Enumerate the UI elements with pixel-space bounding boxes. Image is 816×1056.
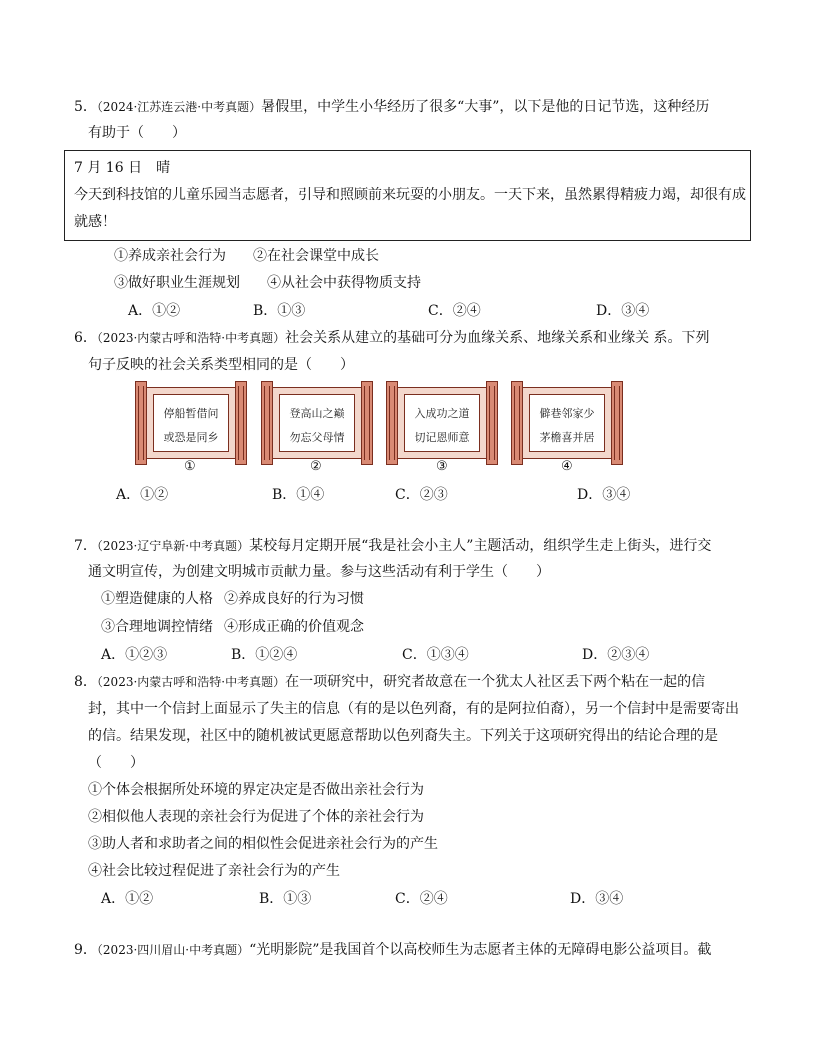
q8-stem-4: （ ） <box>88 755 144 771</box>
q7-line-1 <box>74 535 711 555</box>
q5-stem: 暑假里，中学生小华经历了很多“大事”，以下是他的日记节选，这种经历 <box>261 99 710 115</box>
scroll-3-line-1: 入成功之道 <box>414 407 470 420</box>
q9-source: （2023·四川眉山·中考真题） <box>96 943 250 957</box>
q8-choice-d[interactable]: D．③④ <box>570 891 624 907</box>
q6-line-1 <box>74 327 710 347</box>
q5-option-3: ③做好职业生涯规划 <box>114 275 240 291</box>
scroll-1-line-1: 停船暂借问 <box>163 407 219 420</box>
q8-option-4: ④社会比较过程促进了亲社会行为的产生 <box>88 863 340 879</box>
q8-option-3: ③助人者和求助者之间的相似性会促进亲社会行为的产生 <box>88 836 438 852</box>
q8-option-2: ②相似他人表现的亲社会行为促进了个体的亲社会行为 <box>88 809 424 825</box>
q7-choice-c[interactable]: C．①③④ <box>402 647 469 663</box>
q5-option-1: ①养成亲社会行为 <box>114 248 226 264</box>
scroll-1-number: ① <box>184 459 196 474</box>
q7-stem: 某校每月定期开展“我是社会小主人”主题活动，组织学生走上街头，进行交 <box>249 538 712 554</box>
scroll-1 <box>135 381 247 465</box>
q5-stem-2: 有助于（ ） <box>88 125 186 141</box>
q7-option-4: ④形成正确的价值观念 <box>224 619 364 635</box>
diary-box <box>64 150 751 241</box>
diary-line-2: 就感！ <box>74 214 116 230</box>
scroll-2-line-1: 登高山之巅 <box>289 407 345 420</box>
q8-option-1: ①个体会根据所处环境的界定决定是否做出亲社会行为 <box>88 782 424 798</box>
q6-source: （2023·内蒙古呼和浩特·中考真题） <box>96 331 286 345</box>
q7-option-3: ③合理地调控情绪 <box>101 619 213 635</box>
q5-choice-c[interactable]: C．②④ <box>428 303 481 319</box>
scroll-2-line-2: 勿忘父母情 <box>289 431 345 444</box>
scroll-4-line-2: 茅檐喜并居 <box>539 431 595 444</box>
q7-choice-d[interactable]: D．②③④ <box>582 647 650 663</box>
q5-source: （2024·江苏连云港·中考真题） <box>96 100 262 114</box>
q6-choice-b[interactable]: B．①④ <box>272 487 325 503</box>
q8-stem-2: 封，其中一个信封上面显示了失主的信息（有的是以色列裔，有的是阿拉伯裔），另一个信封中是需要寄出 <box>88 701 739 717</box>
q5-line-1 <box>74 96 709 116</box>
q8-stem-3: 的信。结果发现，社区中的随机被试更愿意帮助以色列裔失主。下列关于这项研究得出的结论合理的是 <box>88 728 718 744</box>
scroll-4-line-1: 僻巷邻家少 <box>539 407 595 420</box>
scroll-2-number: ② <box>310 459 322 474</box>
q6-choice-c[interactable]: C．②③ <box>395 487 448 503</box>
q6-choice-a[interactable]: A．①② <box>116 487 169 503</box>
q9-stem: “光明影院”是我国首个以高校师生为志愿者主体的无障碍电影公益项目。截 <box>249 942 712 958</box>
q5-option-4: ④从社会中获得物质支持 <box>267 275 421 291</box>
scroll-4 <box>511 381 623 465</box>
q6-stem-2: 句子反映的社会关系类型相同的是（ ） <box>88 357 354 373</box>
q7-option-2: ②养成良好的行为习惯 <box>224 591 364 607</box>
q9-line-1 <box>74 939 711 959</box>
q7-number: 7． <box>74 538 97 554</box>
q8-line-1 <box>74 671 705 691</box>
scroll-1-line-2: 或恐是同乡 <box>163 431 219 444</box>
q6-number: 6． <box>74 330 97 346</box>
q7-source: （2023·辽宁阜新·中考真题） <box>96 539 250 553</box>
scroll-3 <box>386 381 498 465</box>
q5-number: 5． <box>74 99 97 115</box>
scroll-3-line-2: 切记恩师意 <box>414 431 470 444</box>
q5-choice-d[interactable]: D．③④ <box>596 303 650 319</box>
q6-choice-d[interactable]: D．③④ <box>577 487 631 503</box>
q8-choice-b[interactable]: B．①③ <box>259 891 312 907</box>
q8-number: 8． <box>74 674 97 690</box>
q6-stem: 社会关系从建立的基础可分为血缘关系、地缘关系和业缘关 系。下列 <box>285 330 710 346</box>
q7-option-1: ①塑造健康的人格 <box>101 591 213 607</box>
q7-stem-2: 通文明宣传，为创建文明城市贡献力量。参与这些活动有利于学生（ ） <box>88 564 550 580</box>
scroll-4-number: ④ <box>561 459 573 474</box>
q7-choice-a[interactable]: A．①②③ <box>101 647 168 663</box>
q5-choice-b[interactable]: B．①③ <box>253 303 306 319</box>
scroll-3-number: ③ <box>436 459 448 474</box>
diary-date: 7 月 16 日 晴 <box>74 160 171 176</box>
q7-choice-b[interactable]: B．①②④ <box>231 647 298 663</box>
scroll-2 <box>261 381 373 465</box>
q8-choice-a[interactable]: A．①② <box>101 891 154 907</box>
q5-choice-a[interactable]: A．①② <box>128 303 181 319</box>
q5-option-2: ②在社会课堂中成长 <box>253 248 379 264</box>
q8-source: （2023·内蒙古呼和浩特·中考真题） <box>96 675 286 689</box>
q9-number: 9． <box>74 942 97 958</box>
q8-choice-c[interactable]: C．②④ <box>395 891 448 907</box>
diary-line-1: 今天到科技馆的儿童乐园当志愿者，引导和照顾前来玩耍的小朋友。一天下来，虽然累得精疲力竭，却很有成 <box>74 187 746 203</box>
q8-stem: 在一项研究中，研究者故意在一个犹太人社区丢下两个粘在一起的信 <box>285 674 706 690</box>
